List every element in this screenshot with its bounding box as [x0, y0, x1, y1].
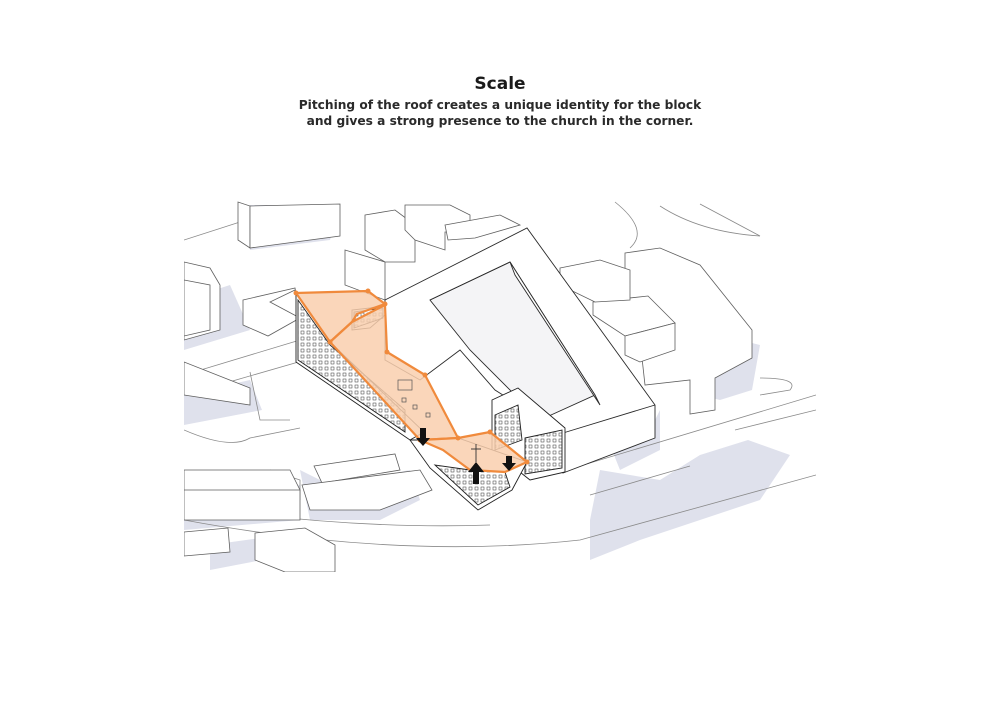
context-site [184, 202, 816, 572]
subtitle-line-2: and gives a strong presence to the church in the corner. [306, 113, 694, 128]
diagram-title: Scale [474, 74, 526, 94]
subtitle-line-1: Pitching of the roof creates a unique identity for the block [298, 98, 702, 112]
